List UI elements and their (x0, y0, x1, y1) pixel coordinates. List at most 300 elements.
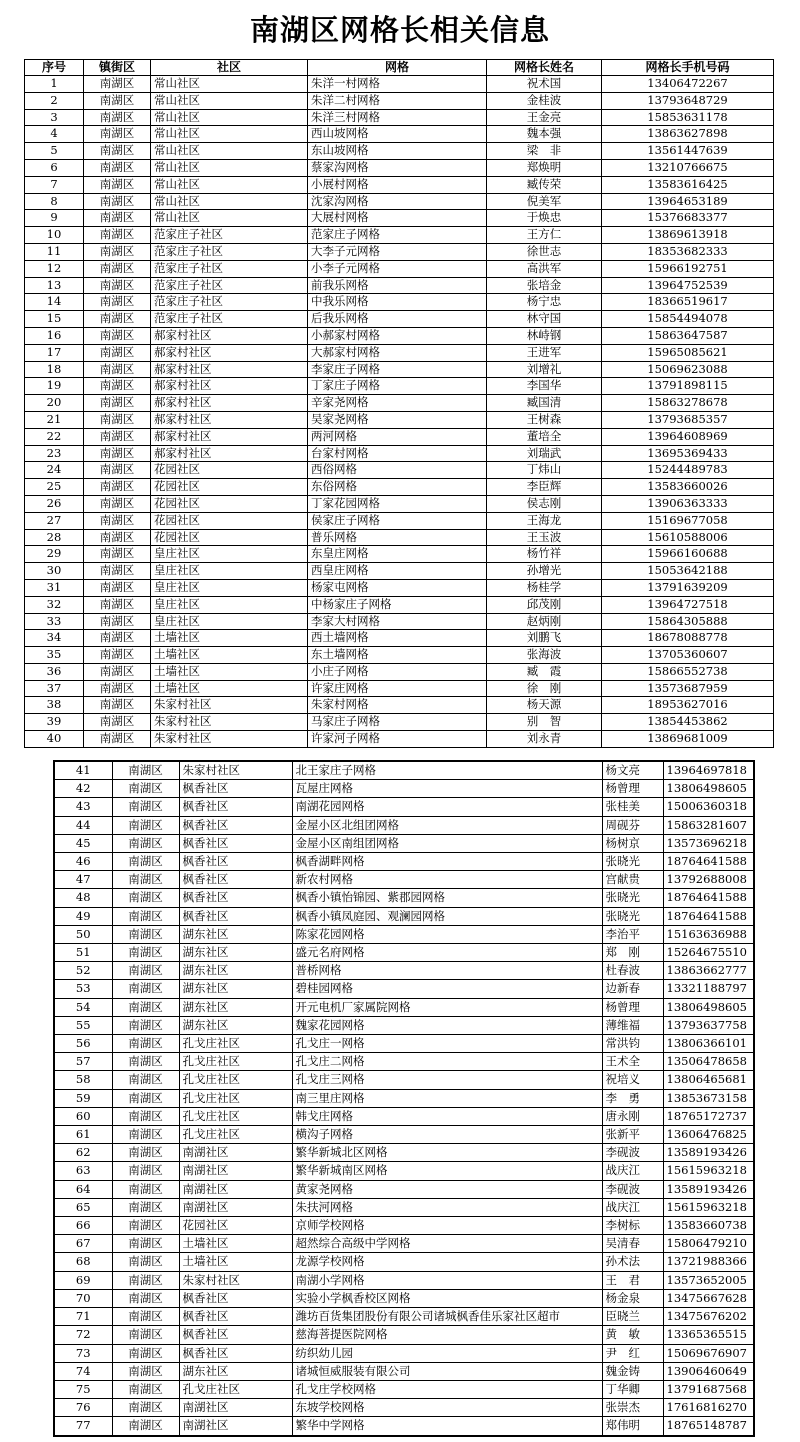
row-grid: 许家庄网格 (308, 680, 487, 697)
table-row (25, 680, 774, 697)
row-index: 23 (25, 445, 84, 462)
row-phone: 13365365515 (663, 1326, 754, 1344)
table-row (54, 798, 754, 816)
row-grid: 黄家尧网格 (292, 1180, 602, 1198)
row-phone: 15866552738 (602, 663, 774, 680)
row-district: 南湖区 (84, 159, 151, 176)
table-row (25, 697, 774, 714)
row-index: 13 (25, 277, 84, 294)
table-row (25, 428, 774, 445)
table-row (25, 294, 774, 311)
row-index: 15 (25, 311, 84, 328)
row-community: 郝家村社区 (151, 361, 308, 378)
grid-leader-table-part2 (53, 760, 755, 1437)
row-community: 土墙社区 (179, 1235, 292, 1253)
row-index: 76 (54, 1399, 112, 1417)
row-grid: 金屋小区北组团网格 (292, 816, 602, 834)
row-grid: 开元电机厂家属院网格 (292, 998, 602, 1016)
row-grid: 辛家尧网格 (308, 395, 487, 412)
row-phone: 18765148787 (663, 1417, 754, 1436)
table-row (25, 126, 774, 143)
table-row (25, 227, 774, 244)
row-grid: 两河网格 (308, 428, 487, 445)
row-community: 花园社区 (151, 479, 308, 496)
row-community: 范家庄子社区 (151, 260, 308, 277)
row-district: 南湖区 (112, 1253, 179, 1271)
row-grid: 许家河子网格 (308, 731, 487, 748)
row-leader-name: 周砚芬 (602, 816, 663, 834)
row-index: 77 (54, 1417, 112, 1436)
table-row (25, 512, 774, 529)
row-community: 朱家村社区 (179, 761, 292, 780)
row-district: 南湖区 (112, 816, 179, 834)
row-community: 皇庄社区 (151, 613, 308, 630)
table-row (54, 1399, 754, 1417)
row-district: 南湖区 (112, 1326, 179, 1344)
row-leader-name: 张晓光 (602, 853, 663, 871)
row-community: 南湖社区 (179, 1399, 292, 1417)
row-district: 南湖区 (84, 630, 151, 647)
row-district: 南湖区 (84, 445, 151, 462)
row-index: 12 (25, 260, 84, 277)
row-grid: 瓦屋庄网格 (292, 780, 602, 798)
row-district: 南湖区 (84, 243, 151, 260)
row-index: 47 (54, 871, 112, 889)
row-district: 南湖区 (112, 871, 179, 889)
row-community: 湖东社区 (179, 1362, 292, 1380)
row-phone: 13573696218 (663, 834, 754, 852)
row-index: 10 (25, 227, 84, 244)
row-grid: 中杨家庄子网格 (308, 596, 487, 613)
row-leader-name: 战庆江 (602, 1198, 663, 1216)
grid-leader-table-part1 (24, 59, 774, 748)
row-phone: 15863281607 (663, 816, 754, 834)
row-grid: 东皇庄网格 (308, 546, 487, 563)
row-leader-name: 常洪钧 (602, 1035, 663, 1053)
row-index: 61 (54, 1126, 112, 1144)
row-grid: 朱洋一村网格 (308, 76, 487, 93)
row-district: 南湖区 (84, 395, 151, 412)
table-row (54, 1289, 754, 1307)
row-grid: 东俗网格 (308, 479, 487, 496)
table-row (25, 663, 774, 680)
row-district: 南湖区 (112, 1071, 179, 1089)
row-phone: 13506478658 (663, 1053, 754, 1071)
row-grid: 小郝家村网格 (308, 327, 487, 344)
row-index: 40 (25, 731, 84, 748)
table-row (25, 193, 774, 210)
row-grid: 潍坊百货集团股份有限公司诸城枫香佳乐家社区超市 (292, 1308, 602, 1326)
table-row (54, 1071, 754, 1089)
row-district: 南湖区 (84, 378, 151, 395)
row-phone: 13806498605 (663, 998, 754, 1016)
row-district: 南湖区 (84, 680, 151, 697)
row-leader-name: 刘永青 (487, 731, 602, 748)
header-index: 序号 (25, 60, 84, 76)
row-leader-name: 尹 红 (602, 1344, 663, 1362)
table-row (54, 1380, 754, 1398)
row-grid: 枫香湖畔网格 (292, 853, 602, 871)
row-district: 南湖区 (112, 1289, 179, 1307)
row-grid: 大李子元网格 (308, 243, 487, 260)
row-district: 南湖区 (112, 1271, 179, 1289)
row-district: 南湖区 (84, 529, 151, 546)
row-community: 皇庄社区 (151, 546, 308, 563)
row-grid: 孔戈庄三网格 (292, 1071, 602, 1089)
row-phone: 15615963218 (663, 1162, 754, 1180)
row-community: 枫香社区 (179, 1289, 292, 1307)
row-index: 75 (54, 1380, 112, 1398)
row-leader-name: 吴清春 (602, 1235, 663, 1253)
row-community: 湖东社区 (179, 998, 292, 1016)
table-row (54, 1035, 754, 1053)
row-community: 范家庄子社区 (151, 294, 308, 311)
table-row (54, 1235, 754, 1253)
row-leader-name: 李治平 (602, 925, 663, 943)
row-leader-name: 别 智 (487, 714, 602, 731)
row-community: 常山社区 (151, 159, 308, 176)
table-row (54, 816, 754, 834)
table-row (54, 1253, 754, 1271)
row-grid: 杨家屯网格 (308, 579, 487, 596)
row-district: 南湖区 (84, 277, 151, 294)
row-district: 南湖区 (112, 1016, 179, 1034)
table-row (25, 647, 774, 664)
row-index: 48 (54, 889, 112, 907)
row-community: 湖东社区 (179, 962, 292, 980)
row-phone: 13906363333 (602, 495, 774, 512)
row-grid: 繁华新城南区网格 (292, 1162, 602, 1180)
row-phone: 13791687568 (663, 1380, 754, 1398)
table-row (25, 159, 774, 176)
row-grid: 朱洋三村网格 (308, 109, 487, 126)
row-district: 南湖区 (84, 462, 151, 479)
row-leader-name: 邱茂刚 (487, 596, 602, 613)
row-leader-name: 丁炜山 (487, 462, 602, 479)
row-community: 土墙社区 (151, 630, 308, 647)
row-district: 南湖区 (112, 1235, 179, 1253)
row-leader-name: 黄 敏 (602, 1326, 663, 1344)
row-index: 69 (54, 1271, 112, 1289)
row-leader-name: 唐永刚 (602, 1107, 663, 1125)
row-district: 南湖区 (84, 126, 151, 143)
row-grid: 中我乐网格 (308, 294, 487, 311)
row-community: 孔戈庄社区 (179, 1107, 292, 1125)
row-index: 39 (25, 714, 84, 731)
row-leader-name: 杨竹祥 (487, 546, 602, 563)
row-district: 南湖区 (112, 889, 179, 907)
row-phone: 15264675510 (663, 944, 754, 962)
row-leader-name: 郑 刚 (602, 944, 663, 962)
table-row (54, 1053, 754, 1071)
row-leader-name: 金桂波 (487, 92, 602, 109)
table-row (54, 761, 754, 780)
row-index: 33 (25, 613, 84, 630)
row-phone: 13589193426 (663, 1144, 754, 1162)
row-leader-name: 战庆江 (602, 1162, 663, 1180)
row-index: 74 (54, 1362, 112, 1380)
row-index: 28 (25, 529, 84, 546)
row-community: 枫香社区 (179, 871, 292, 889)
row-phone: 13589193426 (663, 1180, 754, 1198)
row-leader-name: 徐世志 (487, 243, 602, 260)
table-row (25, 109, 774, 126)
row-phone: 18764641588 (663, 853, 754, 871)
row-community: 南湖社区 (179, 1180, 292, 1198)
row-community: 常山社区 (151, 193, 308, 210)
row-leader-name: 杨曾理 (602, 780, 663, 798)
row-district: 南湖区 (112, 944, 179, 962)
row-district: 南湖区 (112, 1399, 179, 1417)
row-phone: 13964697818 (663, 761, 754, 780)
row-phone: 15163636988 (663, 925, 754, 943)
row-grid: 前我乐网格 (308, 277, 487, 294)
row-community: 枫香社区 (179, 1344, 292, 1362)
row-community: 范家庄子社区 (151, 277, 308, 294)
row-index: 68 (54, 1253, 112, 1271)
table-row (54, 1126, 754, 1144)
table-row (25, 613, 774, 630)
row-district: 南湖区 (112, 1198, 179, 1216)
row-phone: 13964727518 (602, 596, 774, 613)
row-grid: 西皇庄网格 (308, 563, 487, 580)
row-grid: 枫香小镇怡锦园、紫郡园网格 (292, 889, 602, 907)
row-phone: 15376683377 (602, 210, 774, 227)
row-community: 朱家村社区 (151, 697, 308, 714)
row-phone: 15806479210 (663, 1235, 754, 1253)
row-phone: 15966160688 (602, 546, 774, 563)
row-grid: 朱扶河网格 (292, 1198, 602, 1216)
row-phone: 17616816270 (663, 1399, 754, 1417)
row-index: 67 (54, 1235, 112, 1253)
row-phone: 13321188797 (663, 980, 754, 998)
row-community: 郝家村社区 (151, 411, 308, 428)
row-index: 2 (25, 92, 84, 109)
table-row (54, 1180, 754, 1198)
row-community: 范家庄子社区 (151, 227, 308, 244)
row-leader-name: 张晓光 (602, 907, 663, 925)
row-leader-name: 侯志刚 (487, 495, 602, 512)
table-row (25, 210, 774, 227)
row-grid: 龙源学校网格 (292, 1253, 602, 1271)
row-community: 土墙社区 (151, 663, 308, 680)
row-index: 25 (25, 479, 84, 496)
row-index: 37 (25, 680, 84, 697)
row-index: 51 (54, 944, 112, 962)
row-phone: 13705360607 (602, 647, 774, 664)
row-leader-name: 杨金泉 (602, 1289, 663, 1307)
row-grid: 京师学校网格 (292, 1217, 602, 1235)
row-district: 南湖区 (112, 1217, 179, 1235)
row-leader-name: 张崇杰 (602, 1399, 663, 1417)
row-index: 41 (54, 761, 112, 780)
row-phone: 13792688008 (663, 871, 754, 889)
row-leader-name: 孙术法 (602, 1253, 663, 1271)
table-row (54, 1144, 754, 1162)
row-grid: 新农村网格 (292, 871, 602, 889)
row-index: 59 (54, 1089, 112, 1107)
row-grid: 马家庄子网格 (308, 714, 487, 731)
table-row (25, 563, 774, 580)
row-community: 范家庄子社区 (151, 243, 308, 260)
row-leader-name: 高洪军 (487, 260, 602, 277)
row-district: 南湖区 (112, 798, 179, 816)
row-index: 71 (54, 1308, 112, 1326)
row-grid: 小庄子网格 (308, 663, 487, 680)
row-district: 南湖区 (84, 311, 151, 328)
row-district: 南湖区 (84, 579, 151, 596)
table-row (25, 176, 774, 193)
row-district: 南湖区 (84, 76, 151, 93)
row-leader-name: 王树森 (487, 411, 602, 428)
row-index: 7 (25, 176, 84, 193)
row-index: 53 (54, 980, 112, 998)
row-community: 南湖社区 (179, 1162, 292, 1180)
table-row (25, 260, 774, 277)
row-phone: 13869681009 (602, 731, 774, 748)
row-district: 南湖区 (112, 1053, 179, 1071)
row-community: 枫香社区 (179, 907, 292, 925)
row-grid: 枫香小镇凤庭园、观澜园网格 (292, 907, 602, 925)
row-phone: 18764641588 (663, 889, 754, 907)
row-community: 枫香社区 (179, 834, 292, 852)
row-grid: 小展村网格 (308, 176, 487, 193)
row-phone: 13964752539 (602, 277, 774, 294)
row-district: 南湖区 (112, 1035, 179, 1053)
row-community: 郝家村社区 (151, 344, 308, 361)
row-district: 南湖区 (84, 512, 151, 529)
row-community: 常山社区 (151, 92, 308, 109)
row-community: 郝家村社区 (151, 378, 308, 395)
row-leader-name: 祝培义 (602, 1071, 663, 1089)
row-index: 49 (54, 907, 112, 925)
row-index: 36 (25, 663, 84, 680)
table-row (54, 962, 754, 980)
row-grid: 北王家庄子网格 (292, 761, 602, 780)
row-grid: 横沟子网格 (292, 1126, 602, 1144)
row-grid: 丁家花园网格 (308, 495, 487, 512)
table-row (54, 853, 754, 871)
row-grid: 侯家庄子网格 (308, 512, 487, 529)
row-phone: 15069676907 (663, 1344, 754, 1362)
row-index: 27 (25, 512, 84, 529)
row-community: 郝家村社区 (151, 428, 308, 445)
row-index: 29 (25, 546, 84, 563)
row-leader-name: 张培金 (487, 277, 602, 294)
row-leader-name: 张新平 (602, 1126, 663, 1144)
row-phone: 15053642188 (602, 563, 774, 580)
row-index: 8 (25, 193, 84, 210)
row-index: 31 (25, 579, 84, 596)
row-phone: 15853631178 (602, 109, 774, 126)
row-community: 朱家村社区 (151, 731, 308, 748)
row-community: 郝家村社区 (151, 395, 308, 412)
table-row (25, 445, 774, 462)
row-leader-name: 王金亮 (487, 109, 602, 126)
row-phone: 15863278678 (602, 395, 774, 412)
row-grid: 沈家沟网格 (308, 193, 487, 210)
row-grid: 东山坡网格 (308, 143, 487, 160)
row-leader-name: 林峙钢 (487, 327, 602, 344)
row-index: 63 (54, 1162, 112, 1180)
row-index: 22 (25, 428, 84, 445)
row-community: 常山社区 (151, 126, 308, 143)
row-index: 72 (54, 1326, 112, 1344)
row-index: 32 (25, 596, 84, 613)
row-index: 1 (25, 76, 84, 93)
row-index: 4 (25, 126, 84, 143)
row-leader-name: 薄维福 (602, 1016, 663, 1034)
row-district: 南湖区 (112, 834, 179, 852)
row-grid: 丁家庄子网格 (308, 378, 487, 395)
row-phone: 13406472267 (602, 76, 774, 93)
table-row (54, 925, 754, 943)
row-grid: 普乐网格 (308, 529, 487, 546)
row-index: 44 (54, 816, 112, 834)
table-row (25, 731, 774, 748)
row-leader-name: 杨树京 (602, 834, 663, 852)
row-index: 3 (25, 109, 84, 126)
row-district: 南湖区 (84, 428, 151, 445)
row-grid: 韩戈庄网格 (292, 1107, 602, 1125)
row-grid: 朱家村网格 (308, 697, 487, 714)
row-leader-name: 李 勇 (602, 1089, 663, 1107)
row-district: 南湖区 (84, 563, 151, 580)
row-grid: 李家庄子网格 (308, 361, 487, 378)
table-row (54, 1362, 754, 1380)
row-phone: 13210766675 (602, 159, 774, 176)
row-district: 南湖区 (84, 260, 151, 277)
row-community: 郝家村社区 (151, 445, 308, 462)
row-leader-name: 李臣辉 (487, 479, 602, 496)
table-row (54, 1198, 754, 1216)
row-phone: 15069623088 (602, 361, 774, 378)
row-leader-name: 张晓光 (602, 889, 663, 907)
row-community: 郝家村社区 (151, 327, 308, 344)
row-district: 南湖区 (84, 663, 151, 680)
row-district: 南湖区 (84, 731, 151, 748)
row-leader-name: 李国华 (487, 378, 602, 395)
row-leader-name: 王 君 (602, 1271, 663, 1289)
row-district: 南湖区 (84, 613, 151, 630)
row-community: 枫香社区 (179, 889, 292, 907)
row-leader-name: 魏本强 (487, 126, 602, 143)
row-grid: 吴家尧网格 (308, 411, 487, 428)
table-row (54, 1217, 754, 1235)
row-phone: 18353682333 (602, 243, 774, 260)
row-phone: 18953627016 (602, 697, 774, 714)
table-row (54, 1271, 754, 1289)
row-index: 11 (25, 243, 84, 260)
row-community: 常山社区 (151, 76, 308, 93)
row-community: 土墙社区 (179, 1253, 292, 1271)
row-community: 枫香社区 (179, 1326, 292, 1344)
row-phone: 13793685357 (602, 411, 774, 428)
row-grid: 金屋小区南组团网格 (292, 834, 602, 852)
table-row (54, 998, 754, 1016)
table-header-row (25, 60, 774, 76)
row-leader-name: 孙增光 (487, 563, 602, 580)
row-community: 枫香社区 (179, 1308, 292, 1326)
table-row (54, 871, 754, 889)
row-community: 湖东社区 (179, 925, 292, 943)
row-district: 南湖区 (84, 327, 151, 344)
row-index: 54 (54, 998, 112, 1016)
row-index: 46 (54, 853, 112, 871)
row-index: 45 (54, 834, 112, 852)
row-phone: 15169677058 (602, 512, 774, 529)
row-grid: 东土墙网格 (308, 647, 487, 664)
